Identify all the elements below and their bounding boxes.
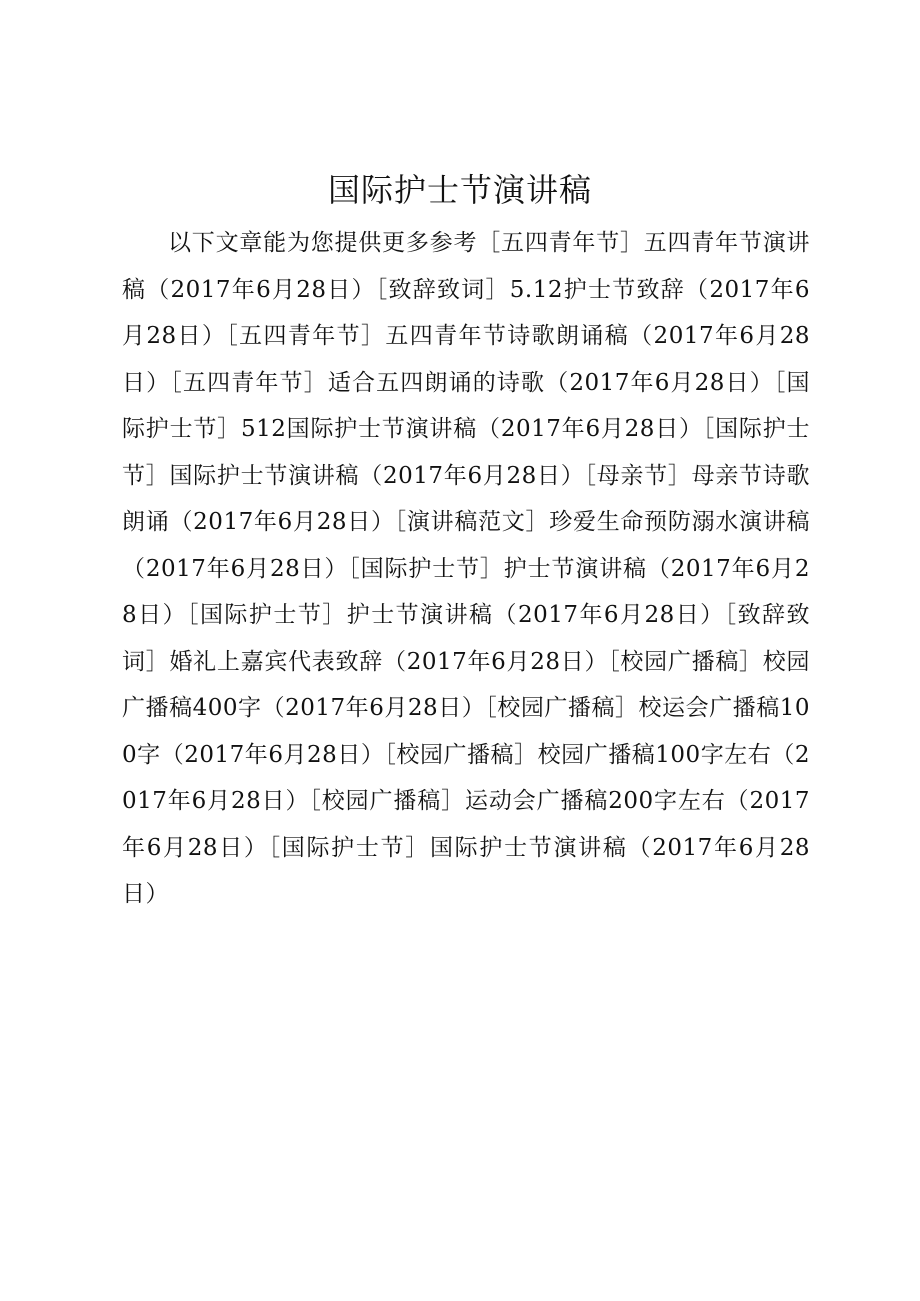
document-body-paragraph: 以下文章能为您提供更多参考［五四青年节］五四青年节演讲稿（2017年6月28日）［致辞致词］5.12护士节致辞（2017年6月28日）［五四青年节］五四青年节诗歌朗诵稿（2017年6月28日）［五四青年节］适合五四朗诵的诗歌（2017年6月28日）［国际护士节］512国际护士节演讲稿（2017年6月28日）［国际护士节］国际护士节演讲稿（2017年6月28日）［母亲节］母亲节诗歌朗诵（2017年6月28日）［演讲稿范文］珍爱生命预防溺水演讲稿（2017年6月28日）［国际护士节］护士节演讲稿（2017年6月28日）［国际护士节］护士节演讲稿（2017年6月28日）［致辞致词］婚礼上嘉宾代表致辞（2017年6月28日）［校园广播稿］校园广播稿400字（2017年6月28日）［校园广播稿］校运会广播稿100字（2017年6月28日）［校园广播稿］校园广播稿100字左右（2017年6月28日）［校园广播稿］运动会广播稿200字左右（2017年6月28日）［国际护士节］国际护士节演讲稿（2017年6月28日）: [122, 230, 810, 907]
document-title: 国际护士节演讲稿: [327, 171, 592, 209]
